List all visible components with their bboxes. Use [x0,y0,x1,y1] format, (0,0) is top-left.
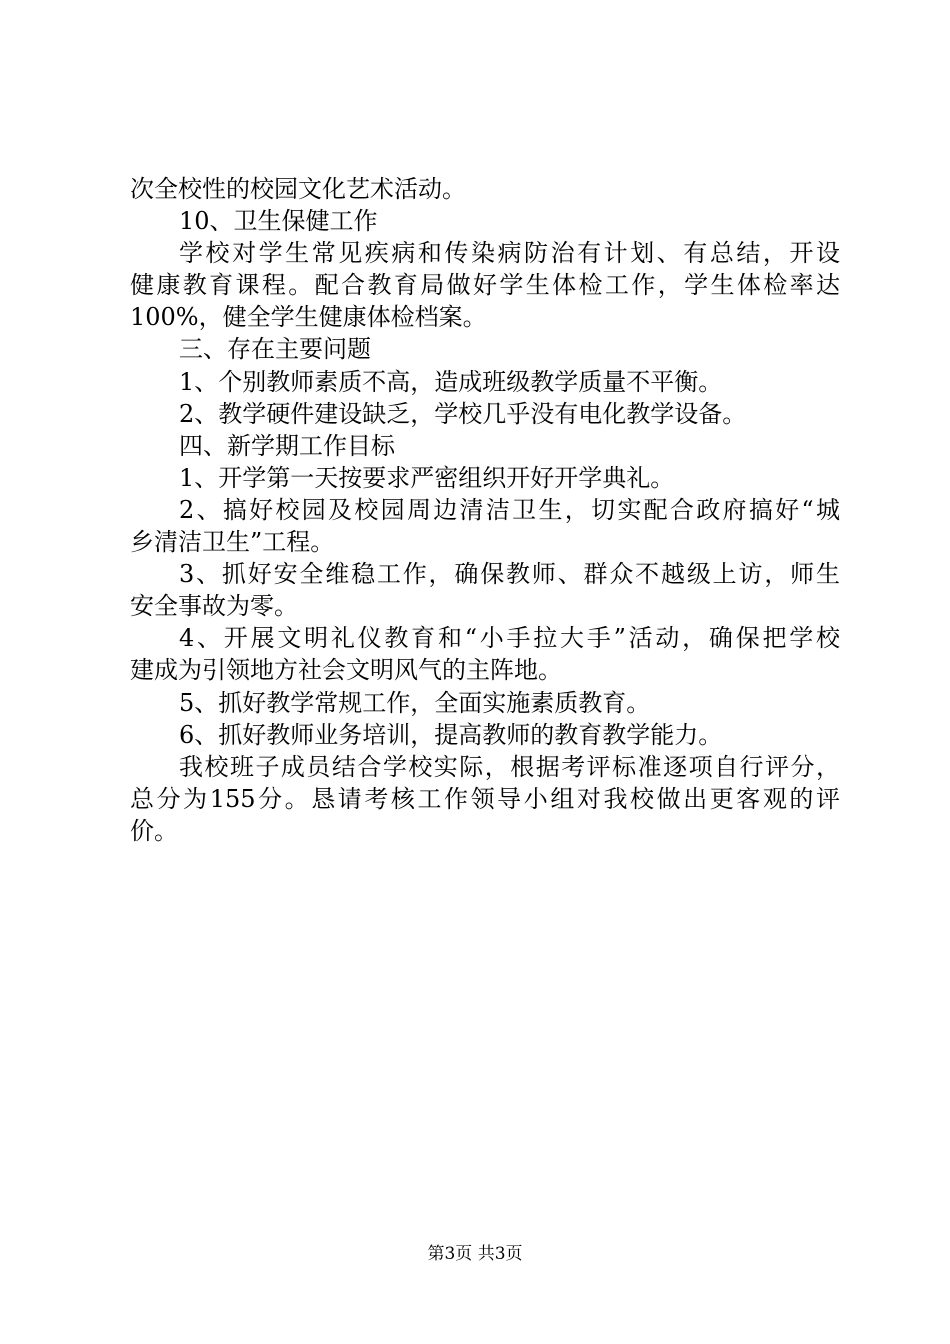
list-item: 4、开展文明礼仪教育和“小手拉大手”活动，确保把学校 [179,624,840,653]
list-item: 1、开学第一天按要求严密组织开好开学典礼。 [179,463,675,492]
text-line: 100%，健全学生健康体检档案。 [130,303,487,332]
text-line: 价。 [130,816,178,845]
list-item: 3、抓好安全维稳工作，确保教师、群众不越级上访，师生 [179,560,840,589]
text-line: 建成为引领地方社会文明风气的主阵地。 [130,656,562,685]
page-footer: 第3页 共3页 [427,1244,523,1264]
list-item: 1、个别教师素质不高，造成班级教学质量不平衡。 [179,367,723,396]
section-heading: 10、卫生保健工作 [179,207,378,236]
text-line: 安全事故为零。 [130,592,298,621]
text-line: 总分为155分。恳请考核工作领导小组对我校做出更客观的评 [130,784,840,813]
text-line: 我校班子成员结合学校实际，根据考评标准逐项自行评分， [179,752,840,781]
list-item: 2、搞好校园及校园周边清洁卫生，切实配合政府搞好“城 [179,495,840,524]
document-body [130,173,840,847]
text-line: 学校对学生常见疾病和传染病防治有计划、有总结，开设 [179,239,840,268]
list-item: 5、抓好教学常规工作，全面实施素质教育。 [179,688,651,717]
list-item: 2、教学硬件建设缺乏，学校几乎没有电化教学设备。 [179,399,747,428]
text-line: 乡清洁卫生”工程。 [130,528,335,557]
section-heading: 四、新学期工作目标 [179,431,395,460]
text-line: 健康教育课程。配合教育局做好学生体检工作，学生体检率达 [130,271,840,300]
section-heading: 三、存在主要问题 [179,335,371,364]
text-line: 次全校性的校园文化艺术活动。 [130,175,466,203]
list-item: 6、抓好教师业务培训，提高教师的教育教学能力。 [179,720,723,749]
